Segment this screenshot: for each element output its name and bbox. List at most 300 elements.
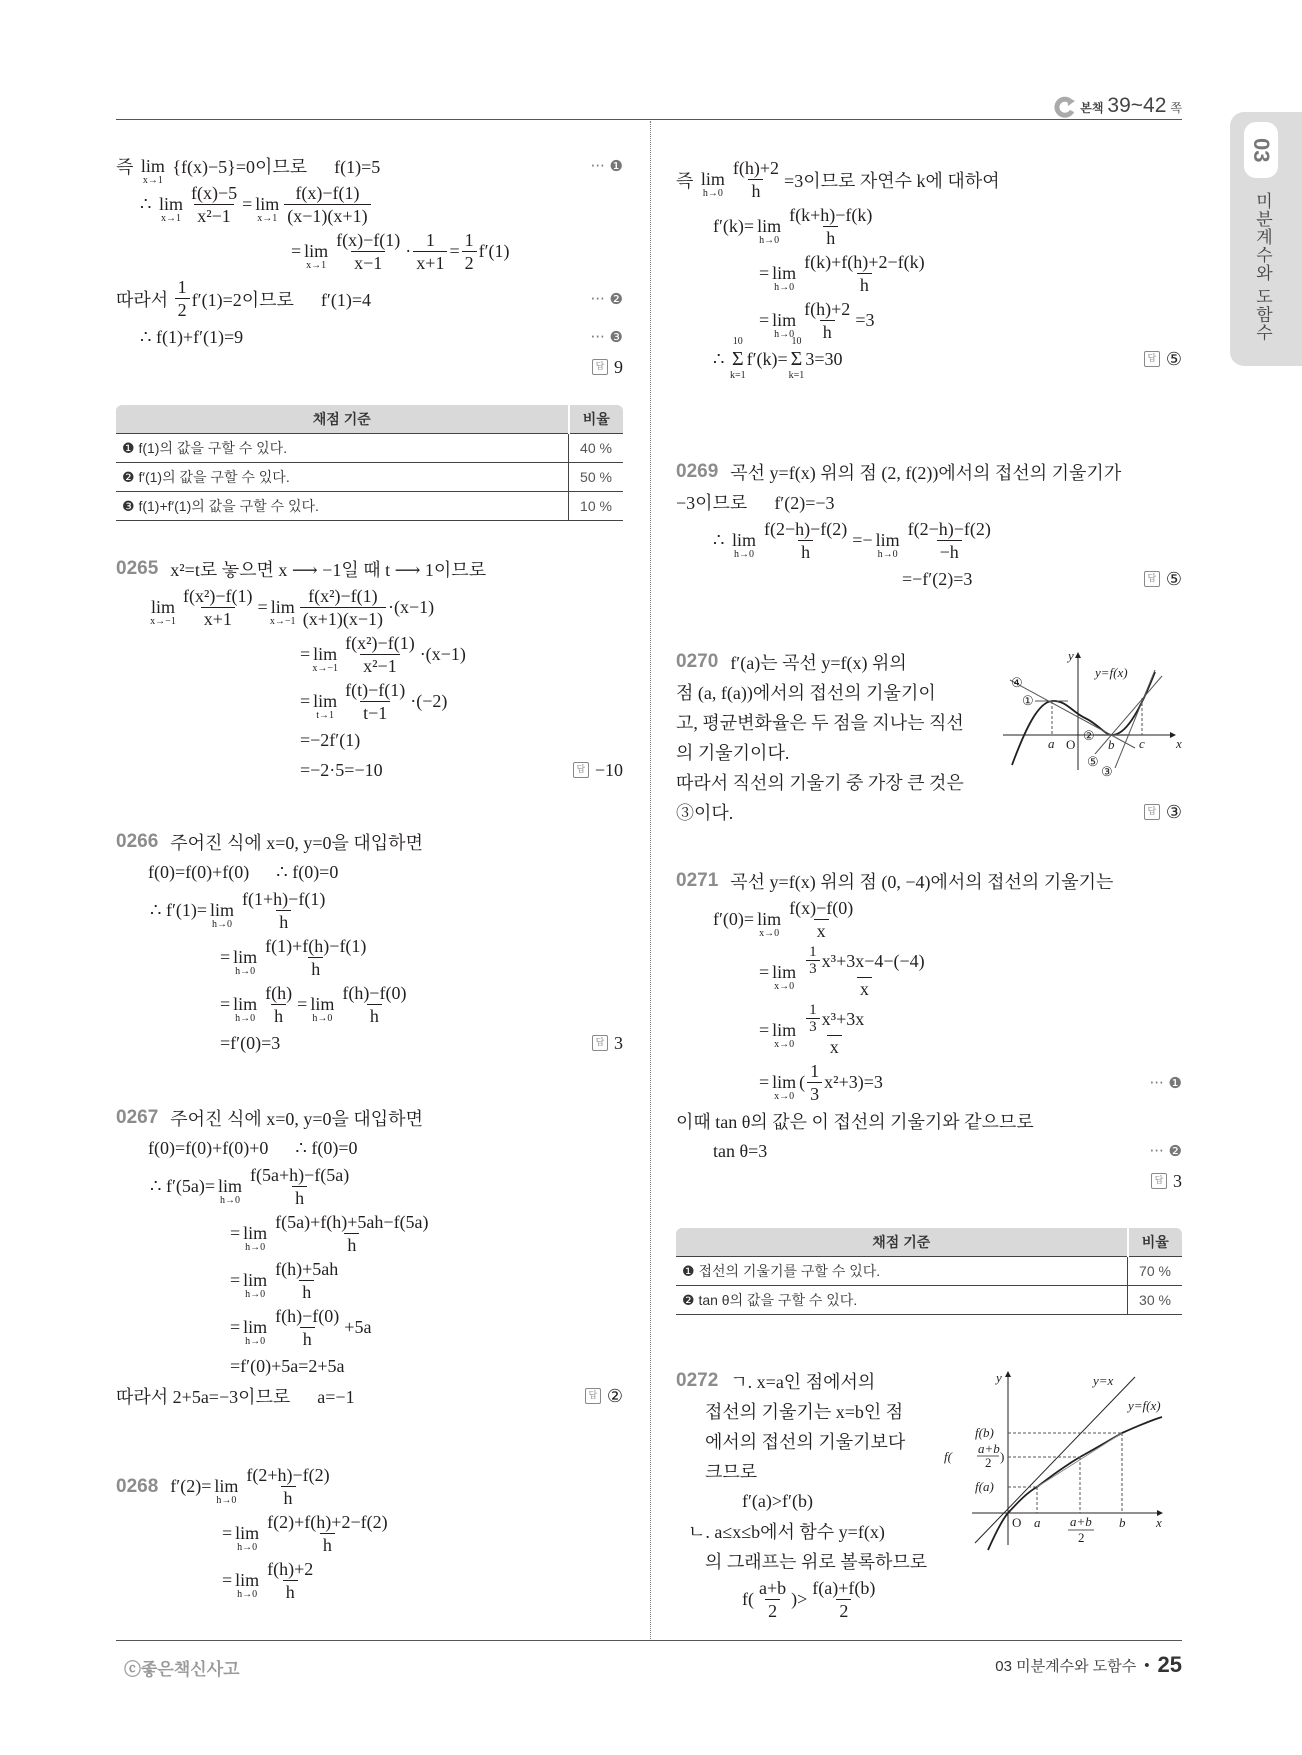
math-text: +5a	[344, 1317, 372, 1337]
limit-subscript: x→1	[257, 213, 278, 224]
limit-subscript: x→1	[306, 260, 327, 271]
problem-number: 0266	[116, 831, 159, 852]
math-text: =	[257, 597, 268, 617]
answer-icon: 답	[1144, 351, 1160, 367]
denominator	[175, 298, 190, 321]
math-text: f(1+h)−f(1)	[242, 889, 326, 909]
denominator	[344, 1233, 359, 1256]
solution-line	[676, 1060, 1182, 1105]
solution-line	[676, 678, 976, 706]
answer-value: 3	[614, 1032, 623, 1053]
problem-number: 0272	[676, 1370, 719, 1391]
math-text: =−f′(2)=3	[902, 568, 973, 589]
math-text: −3이므로 f′(2)=−3	[676, 493, 835, 513]
a-label: a	[1034, 1515, 1041, 1530]
limit: lim h→0	[731, 530, 756, 560]
math-text: =	[222, 1570, 233, 1590]
solution-line	[676, 1577, 1002, 1622]
limit-subscript: h→0	[245, 1289, 266, 1300]
ratio-cell: 10 %	[569, 492, 624, 521]
math-text: =	[291, 241, 302, 261]
page-suffix: 쪽	[1170, 101, 1182, 115]
denominator	[836, 1599, 851, 1622]
numerator	[801, 944, 928, 977]
denominator	[798, 540, 813, 563]
numerator	[272, 1211, 431, 1233]
ratio-cell: 30 %	[1128, 1286, 1183, 1315]
denominator	[857, 273, 872, 296]
solution-continuation	[116, 150, 623, 383]
step-marker: ··· ❷	[1149, 1142, 1182, 1160]
fmid-num: a+b	[978, 1441, 1000, 1456]
fraction	[807, 1060, 822, 1105]
fraction	[806, 944, 820, 977]
label-2: ②	[1083, 728, 1095, 743]
math-text: x−1	[354, 253, 383, 273]
math-text: =	[230, 1317, 241, 1337]
math-text: =	[759, 1019, 770, 1040]
math-text: {f(x)−5}=0이므로 f(1)=5	[167, 157, 381, 177]
numerator	[305, 585, 381, 607]
numerator	[806, 1002, 820, 1018]
numerator	[786, 204, 875, 226]
math-text: f(h)+2	[804, 299, 851, 319]
fraction	[300, 585, 386, 630]
problem-number: 0269	[676, 461, 719, 482]
solution-line	[116, 1464, 623, 1509]
limit: lim h→0	[700, 169, 725, 199]
math-text: f′(0)=	[713, 909, 755, 929]
math-text: x²+3)=3	[824, 1072, 883, 1092]
step-marker: ··· ❸	[590, 328, 623, 346]
column-divider	[650, 121, 651, 1639]
problem-number: 0270	[676, 651, 719, 672]
curve	[1012, 672, 1155, 765]
math-text: x+1	[416, 253, 445, 273]
line-label: y=x	[1093, 1373, 1114, 1388]
fraction	[786, 897, 856, 942]
b-label: b	[1108, 737, 1115, 752]
math-text: 곡선 y=f(x) 위의 점 (0, −4)에서의 접선의 기울기는	[730, 872, 1114, 892]
solution-line	[676, 1547, 965, 1575]
limit-subscript: h→0	[245, 1242, 266, 1253]
math-text: 곡선 y=f(x) 위의 점 (2, f(2))에서의 접선의 기울기가	[730, 463, 1122, 483]
math-text: =	[230, 1223, 241, 1243]
denominator	[281, 1486, 296, 1509]
footer-bullet: •	[1144, 1656, 1150, 1674]
math-text: 따라서	[116, 289, 173, 310]
denominator	[351, 251, 385, 274]
math-text: 주어진 식에 x=0, y=0을 대입하면	[170, 1109, 423, 1129]
solution-line	[676, 1397, 965, 1425]
fraction	[333, 229, 403, 274]
label-4: ④	[1011, 675, 1023, 690]
answer-value: ③	[1165, 801, 1182, 822]
fraction	[175, 276, 190, 321]
chapter-tab[interactable]	[1230, 112, 1302, 366]
numerator	[761, 518, 850, 540]
math-text: =−2f′(1)	[300, 729, 361, 750]
solution-0269	[676, 456, 1182, 595]
fraction	[809, 1577, 878, 1622]
numerator	[180, 585, 256, 607]
math-text: h	[751, 181, 761, 201]
numerator	[292, 182, 362, 204]
denominator	[462, 251, 477, 274]
fraction	[801, 251, 927, 296]
limit: lim x→−1	[269, 597, 296, 627]
math-text: =−2·5=−10	[300, 759, 383, 780]
step-marker: ··· ❶	[590, 157, 623, 175]
solution-line	[676, 335, 1182, 381]
limit: lim x→0	[772, 1072, 797, 1102]
math-text: =	[220, 994, 231, 1014]
math-text: f(0)=f(0)+f(0) ∴ f(0)=0	[148, 861, 339, 882]
math-text: h	[285, 1582, 295, 1602]
fraction	[284, 182, 370, 227]
math-text: x+1	[203, 609, 232, 629]
fraction	[801, 1002, 867, 1058]
limit: lim x→−1	[312, 644, 338, 674]
limit-subscript: h→0	[774, 282, 795, 293]
fmid-den: 2	[985, 1455, 992, 1470]
math-text: 2	[768, 1601, 778, 1621]
math-text: f(1)+f(h)−f(1)	[265, 936, 367, 956]
solution-line	[116, 858, 623, 886]
math-text: 3	[810, 1084, 820, 1104]
answer-line	[676, 1167, 1182, 1195]
limit-subscript: t→1	[316, 710, 335, 721]
math-text: =	[230, 1270, 241, 1290]
solution-line	[676, 1002, 1182, 1058]
answer-icon: 답	[1144, 804, 1160, 820]
numerator	[342, 679, 408, 701]
solution-line	[116, 888, 623, 933]
math-text: f′(2)=	[170, 1476, 212, 1496]
fraction	[413, 229, 447, 274]
math-text: 1	[177, 277, 187, 297]
fraction	[905, 518, 994, 563]
fraction	[801, 944, 928, 1000]
solution-line	[676, 488, 1182, 516]
fraction	[243, 1464, 332, 1509]
math-text: =	[759, 1072, 770, 1092]
math-text: f′(1)	[478, 241, 510, 261]
answer-value: ②	[606, 1385, 623, 1406]
math-text: 1	[810, 1061, 820, 1081]
math-text: h	[274, 1006, 284, 1026]
denominator	[823, 226, 838, 249]
limit: lim h→0	[757, 216, 782, 246]
solution-line	[116, 726, 623, 754]
fraction	[262, 935, 369, 980]
solution-line	[676, 1367, 936, 1395]
math-text: f(0)=f(0)+f(0)+0 ∴ f(0)=0	[148, 1137, 358, 1158]
math-text: 1	[809, 944, 817, 960]
fraction	[262, 982, 295, 1027]
criteria-cell: ❷ f′(1)의 값을 구할 수 있다.	[116, 463, 569, 492]
math-text: ∴ f′(1)=	[150, 900, 208, 920]
solution-line	[676, 867, 1182, 895]
denominator	[820, 320, 835, 343]
math-text: =3	[855, 310, 875, 330]
denominator	[308, 957, 323, 980]
answer-value: ⑤	[1165, 568, 1182, 589]
graph-0272	[930, 1360, 1200, 1560]
math-text: h	[283, 1488, 293, 1508]
criteria-cell: ❷ tan θ의 값을 구할 수 있다.	[676, 1286, 1128, 1315]
limit-subscript: h→0	[212, 919, 233, 930]
fraction	[264, 1511, 390, 1556]
page-reference	[1054, 94, 1182, 118]
tangent-3	[1115, 670, 1155, 768]
answer-icon: 답	[1144, 571, 1160, 587]
step-marker: ··· ❶	[1149, 1073, 1182, 1092]
fraction	[339, 982, 409, 1027]
fraction	[730, 157, 782, 202]
denominator	[413, 251, 447, 274]
table-row	[116, 434, 623, 463]
solution-line	[676, 897, 1182, 942]
mid-num: a+b	[1070, 1514, 1092, 1529]
answer-value: 9	[614, 356, 623, 377]
math-text: f(x²)−f(1)	[308, 586, 378, 606]
limit: lim h→0	[233, 994, 258, 1024]
math-text: 2	[839, 1601, 849, 1621]
limit: lim h→0	[772, 310, 797, 340]
numerator	[462, 229, 477, 251]
graph-0270	[990, 640, 1190, 790]
summation: Σ 10 k=1	[788, 335, 805, 381]
denominator	[300, 1327, 315, 1350]
answer-badge	[1144, 349, 1182, 370]
label-1: ①	[1022, 693, 1034, 708]
numerator	[272, 1258, 341, 1280]
solution-0265	[116, 553, 623, 786]
limit: lim h→0	[243, 1317, 268, 1347]
limit: lim h→0	[310, 994, 335, 1024]
math-text: ∴ f′(5a)=	[150, 1176, 216, 1196]
x-label: x	[1176, 736, 1182, 751]
solution-line	[116, 1352, 623, 1380]
limit-subscript: h→0	[237, 1589, 258, 1600]
math-text: h	[311, 959, 321, 979]
table-header-row	[676, 1228, 1182, 1257]
solution-line	[676, 708, 976, 736]
limit: lim x→−1	[150, 597, 176, 627]
solution-0267	[116, 1102, 623, 1412]
table-row	[116, 492, 623, 521]
answer-icon: 답	[1151, 1173, 1167, 1189]
publisher-mark: ⓒ좋은책신사고	[124, 1660, 240, 1679]
numerator	[262, 935, 369, 957]
limit-subscript: x→−1	[269, 616, 296, 627]
math-text: 1	[425, 230, 435, 250]
math-text: h	[826, 228, 836, 248]
math-text: f(5a)+f(h)+5ah−f(5a)	[275, 1212, 429, 1232]
solution-line	[116, 935, 623, 980]
math-text: x²−1	[363, 656, 397, 676]
math-text: f′(1)=2이므로 f′(1)=4	[191, 289, 371, 310]
solution-line	[676, 251, 1182, 296]
denominator	[276, 910, 291, 933]
math-text: h	[859, 275, 869, 295]
math-text: )>	[791, 1589, 808, 1609]
solution-line	[116, 1305, 623, 1350]
solution-line	[116, 1164, 623, 1209]
denominator	[299, 1280, 314, 1303]
solution-line	[116, 1382, 623, 1410]
math-text: =	[759, 263, 770, 283]
answer-value: ⑤	[1165, 348, 1182, 369]
answer-icon: 답	[573, 762, 589, 778]
numerator	[342, 632, 418, 654]
limit-subscript: h→0	[312, 1013, 333, 1024]
math-text: h	[295, 1188, 305, 1208]
numerator	[339, 982, 409, 1004]
limit-subscript: h→0	[216, 1495, 237, 1506]
origin-label: O	[1066, 737, 1076, 752]
table-row	[676, 1286, 1182, 1315]
limit: lim x→1	[304, 241, 329, 271]
math-text: 2	[464, 253, 474, 273]
header-criteria: 채점 기준	[116, 405, 569, 434]
math-text: =	[759, 961, 770, 982]
solution-line	[676, 1107, 1182, 1135]
limit: lim h→0	[772, 263, 797, 293]
solution-continuation-right	[676, 155, 1182, 381]
table-header-row	[116, 405, 623, 434]
math-text: 따라서 직선의 기울기 중 가장 큰 것은	[676, 773, 964, 793]
math-text: f′(a)는 곡선 y=f(x) 위의	[730, 653, 907, 673]
math-text: f(x²)−f(1)	[345, 633, 415, 653]
math-text: =−	[852, 530, 873, 550]
solution-line	[116, 982, 623, 1027]
math-text: 의 그래프는 위로 볼록하므로	[705, 1552, 928, 1572]
denominator	[806, 1018, 820, 1035]
math-text: ③이다.	[676, 803, 734, 823]
math-text: 의 기울기이다.	[676, 743, 790, 763]
math-text: (x+1)(x−1)	[302, 609, 383, 629]
denominator	[194, 204, 234, 227]
limit: lim h→0	[218, 1176, 243, 1206]
math-text: f(5a+h)−f(5a)	[250, 1165, 350, 1185]
math-text: (x−1)(x+1)	[287, 206, 368, 226]
footer-rule	[116, 1640, 1182, 1641]
line-5	[1095, 676, 1162, 754]
answer-line	[116, 353, 623, 381]
math-text: f(2)+f(h)+2−f(2)	[267, 1512, 388, 1532]
math-text: x²−1	[197, 206, 231, 226]
criteria-cell: ❶ f(1)의 값을 구할 수 있다.	[116, 434, 569, 463]
denominator	[806, 960, 820, 977]
math-text: 따라서 2+5a=−3이므로 a=−1	[116, 1387, 355, 1407]
table-row	[116, 463, 623, 492]
solution-line	[676, 458, 1182, 486]
fraction	[786, 204, 875, 249]
math-text: =	[759, 310, 770, 330]
fb-label: f(b)	[975, 1425, 994, 1440]
denominator	[814, 919, 829, 942]
math-text: f(h)+2	[732, 158, 780, 178]
fraction	[264, 1558, 316, 1603]
numerator	[806, 944, 820, 960]
solution-line	[116, 1134, 623, 1162]
fraction	[272, 1211, 431, 1256]
book-label: 본책	[1080, 101, 1104, 115]
limit-subscript: x→1	[142, 174, 163, 186]
math-text: ∴	[140, 194, 156, 214]
solution-line	[676, 648, 976, 676]
chapter-number: 03	[1244, 122, 1278, 178]
limit: lim h→0	[235, 1570, 260, 1600]
limit-subscript: h→0	[774, 329, 795, 340]
numerator	[786, 897, 856, 919]
footer-page-info	[995, 1652, 1182, 1678]
numerator	[756, 1577, 789, 1599]
limit-subscript: x→−1	[312, 663, 338, 674]
fa-label: f(a)	[975, 1479, 994, 1494]
solution-line	[676, 798, 1182, 826]
solution-0268	[116, 1462, 623, 1605]
math-text: f′(k)=	[713, 216, 755, 236]
solution-0271	[676, 865, 1182, 1197]
limit-subscript: h→0	[237, 1542, 258, 1553]
math-text: f(	[742, 1589, 754, 1609]
denominator	[827, 1035, 842, 1058]
numerator	[333, 229, 403, 251]
math-text: f(h)−f(0)	[275, 1306, 340, 1326]
solution-line	[116, 276, 623, 321]
denominator	[937, 540, 962, 563]
math-text: ∴	[713, 348, 729, 369]
answer-badge	[592, 1033, 623, 1054]
numerator	[801, 1002, 867, 1035]
return-arrow-icon	[1054, 96, 1076, 118]
numerator	[264, 1558, 316, 1580]
table-row	[676, 1257, 1182, 1286]
math-text: 3	[809, 961, 817, 977]
math-text: x	[816, 921, 826, 941]
numerator	[247, 1164, 352, 1186]
solution-line	[676, 738, 976, 766]
math-text: =	[297, 994, 308, 1014]
limit-subscript: h→0	[235, 1013, 256, 1024]
math-text: ·(x−1)	[387, 597, 435, 617]
numerator	[809, 1577, 878, 1599]
math-text: f(x)−f(1)	[336, 230, 401, 250]
math-text: f(2−h)−f(2)	[907, 519, 991, 539]
problem-number: 0267	[116, 1107, 159, 1128]
math-text: f(h)−f(0)	[342, 983, 407, 1003]
fraction	[272, 1305, 342, 1350]
solution-line	[116, 1104, 623, 1132]
math-text: f(t)−f(1)	[345, 680, 406, 700]
solution-line	[116, 632, 623, 677]
solution-line	[676, 1457, 965, 1485]
numerator	[801, 298, 853, 320]
math-text: h	[369, 1006, 379, 1026]
solution-line	[116, 1511, 623, 1556]
math-text: x³+3x	[821, 1008, 865, 1029]
y-label: y	[996, 1370, 1002, 1385]
solution-line	[676, 944, 1182, 1000]
math-text: f(k+h)−f(k)	[789, 205, 873, 225]
numerator	[905, 518, 994, 540]
math-text: =	[300, 644, 311, 664]
math-text: ∴	[713, 530, 729, 550]
math-text: =	[449, 241, 460, 261]
